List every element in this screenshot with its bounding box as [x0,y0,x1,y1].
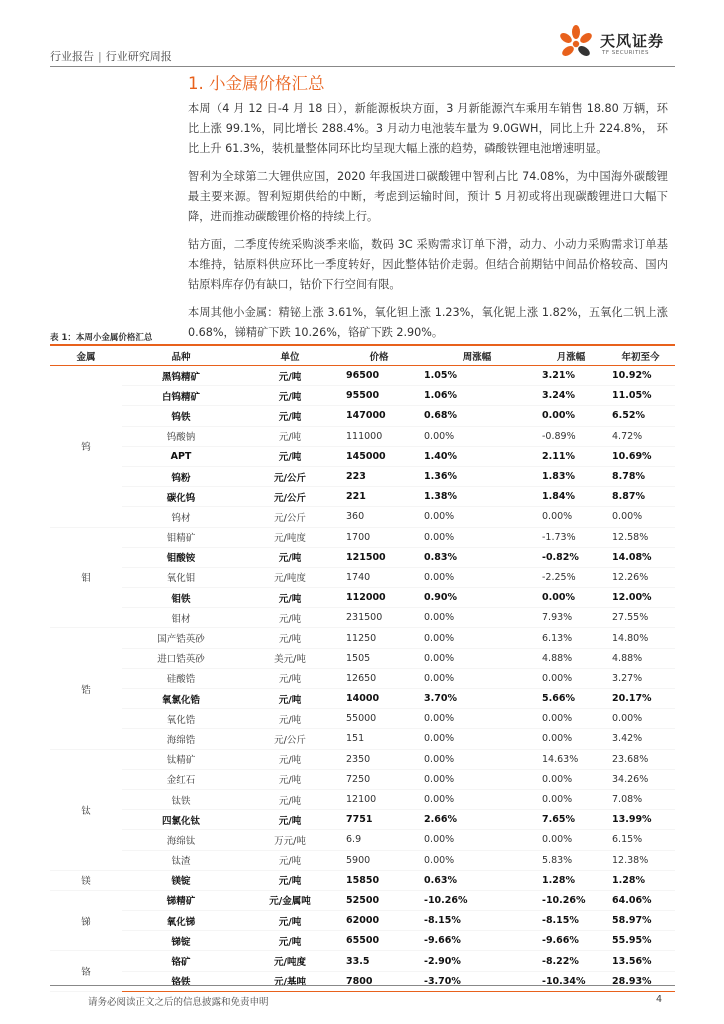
paragraph: 本周（4 月 12 日-4 月 18 日），新能源板块方面，3 月新能源汽车乘用车销售 18.80 万辆，环比上涨 99.1%，同比增长 288.4%。3 月动力电池装车量为 9.0GWH，同比上升 224.8%， 环比上升 61.3%，装机量整体同环比均呈现大幅上涨的趋势，磷酸铁锂电池增速明显。 [188,102,668,155]
table-row [50,689,675,709]
price-cell: 33.5 [340,951,418,971]
ytd-change-cell: 13.99% [606,810,675,830]
kind-cell: 氧化钼 [122,567,240,587]
week-change-cell: 0.00% [418,830,536,850]
month-change-cell: -8.22% [536,951,606,971]
table-row [50,769,675,789]
month-change-cell: 5.66% [536,689,606,709]
ytd-change-cell: 20.17% [606,689,675,709]
month-change-cell: 14.63% [536,749,606,769]
month-change-cell: 3.24% [536,386,606,406]
month-change-cell: -2.25% [536,567,606,587]
kind-cell: 钨酸钠 [122,426,240,446]
price-cell: 65500 [340,931,418,951]
month-change-cell: 7.65% [536,810,606,830]
price-cell: 111000 [340,426,418,446]
kind-cell: 氧化锆 [122,709,240,729]
table-row [50,890,675,910]
unit-cell: 元/吨 [240,810,340,830]
table-row [50,830,675,850]
table-row [50,608,675,628]
unit-cell: 元/吨度 [240,951,340,971]
week-change-cell: 0.00% [418,729,536,749]
price-cell: 145000 [340,446,418,466]
kind-cell: 钼精矿 [122,527,240,547]
week-change-cell: -8.15% [418,911,536,931]
unit-cell: 万元/吨 [240,830,340,850]
table-row [50,366,675,386]
report-category [50,48,172,64]
unit-cell: 美元/吨 [240,648,340,668]
kind-cell: 钛渣 [122,850,240,870]
week-change-cell: 3.70% [418,689,536,709]
unit-cell: 元/吨 [240,668,340,688]
table-caption: 表 1：本周小金属价格汇总 [50,333,153,343]
ytd-change-cell: 13.56% [606,951,675,971]
price-cell: 12100 [340,789,418,809]
metal-cell: 锆 [50,628,122,749]
ytd-change-cell: 34.26% [606,769,675,789]
kind-cell: 白钨精矿 [122,386,240,406]
month-change-cell: 2.11% [536,446,606,466]
month-change-cell: 0.00% [536,709,606,729]
unit-cell: 元/吨度 [240,527,340,547]
page-number: 4 [656,994,663,1005]
month-change-cell: 4.88% [536,648,606,668]
table-row [50,406,675,426]
kind-cell: 金红石 [122,769,240,789]
col-header-metal: 金属 [50,345,122,366]
week-change-cell: 0.00% [418,527,536,547]
kind-cell: 钼铁 [122,588,240,608]
ytd-change-cell: 4.88% [606,648,675,668]
unit-cell: 元/吨 [240,547,340,567]
col-header-ytd: 年初至今 [606,345,675,366]
flower-logo-icon [556,24,596,62]
table-row [50,426,675,446]
table-row [50,971,675,991]
unit-cell: 元/公斤 [240,729,340,749]
metal-cell: 钨 [50,366,122,528]
kind-cell: 氧氯化锆 [122,689,240,709]
unit-cell: 元/吨 [240,911,340,931]
unit-cell: 元/吨 [240,608,340,628]
price-cell: 5900 [340,850,418,870]
week-change-cell: 0.00% [418,648,536,668]
table-row [50,386,675,406]
month-change-cell: 0.00% [536,588,606,608]
ytd-change-cell: 6.15% [606,830,675,850]
price-cell: 1700 [340,527,418,547]
metal-cell: 铬 [50,951,122,991]
price-cell: 55000 [340,709,418,729]
week-change-cell: 0.00% [418,709,536,729]
week-change-cell: 0.00% [418,769,536,789]
table-row [50,507,675,527]
table-row [50,466,675,486]
price-cell: 147000 [340,406,418,426]
ytd-change-cell: 12.58% [606,527,675,547]
page-header [50,32,675,67]
month-change-cell: -10.26% [536,890,606,910]
table-row [50,810,675,830]
week-change-cell: 0.00% [418,507,536,527]
table-row [50,628,675,648]
price-cell: 1740 [340,567,418,587]
unit-cell: 元/吨度 [240,567,340,587]
week-change-cell: 1.38% [418,487,536,507]
unit-cell: 元/吨 [240,406,340,426]
table-row [50,789,675,809]
kind-cell: 钨铁 [122,406,240,426]
ytd-change-cell: 8.78% [606,466,675,486]
month-change-cell: 3.21% [536,366,606,386]
price-cell: 1505 [340,648,418,668]
price-cell: 15850 [340,870,418,890]
col-header-month: 月涨幅 [536,345,606,366]
table-row [50,668,675,688]
price-cell: 95500 [340,386,418,406]
kind-cell: 钼材 [122,608,240,628]
week-change-cell: 0.83% [418,547,536,567]
unit-cell: 元/吨 [240,749,340,769]
ytd-change-cell: 64.06% [606,890,675,910]
month-change-cell: 1.83% [536,466,606,486]
unit-cell: 元/吨 [240,870,340,890]
month-change-cell: -8.15% [536,911,606,931]
month-change-cell: 0.00% [536,406,606,426]
month-change-cell: 1.84% [536,487,606,507]
week-change-cell: 0.00% [418,749,536,769]
month-change-cell: 0.00% [536,769,606,789]
table-header-row [50,345,675,366]
table-row [50,547,675,567]
month-change-cell: 0.00% [536,507,606,527]
category-label: 行业报告 [50,50,94,63]
week-change-cell: 2.66% [418,810,536,830]
week-change-cell: -2.90% [418,951,536,971]
price-cell: 11250 [340,628,418,648]
unit-cell: 元/吨 [240,588,340,608]
table-row [50,729,675,749]
price-cell: 7751 [340,810,418,830]
week-change-cell: 0.00% [418,426,536,446]
metal-cell: 钼 [50,527,122,628]
week-change-cell: 0.68% [418,406,536,426]
logo-english: TF SECURITIES [602,50,649,56]
kind-cell: 硅酸锆 [122,668,240,688]
price-cell: 360 [340,507,418,527]
week-change-cell: 1.06% [418,386,536,406]
week-change-cell: -10.26% [418,890,536,910]
unit-cell: 元/基吨 [240,971,340,991]
table-row [50,870,675,890]
kind-cell: 国产锆英砂 [122,628,240,648]
kind-cell: 碳化钨 [122,487,240,507]
ytd-change-cell: 7.08% [606,789,675,809]
kind-cell: 镁锭 [122,870,240,890]
price-cell: 151 [340,729,418,749]
table-row [50,931,675,951]
table-row [50,567,675,587]
table-row [50,527,675,547]
ytd-change-cell: 4.72% [606,426,675,446]
ytd-change-cell: 58.97% [606,911,675,931]
col-header-week: 周涨幅 [418,345,536,366]
logo-name: 天风证券 [600,32,665,50]
week-change-cell: 1.40% [418,446,536,466]
unit-cell: 元/吨 [240,789,340,809]
week-change-cell: 0.00% [418,668,536,688]
ytd-change-cell: 28.93% [606,971,675,991]
table-row [50,911,675,931]
week-change-cell: 0.90% [418,588,536,608]
week-change-cell: -3.70% [418,971,536,991]
month-change-cell: 0.00% [536,668,606,688]
week-change-cell: -9.66% [418,931,536,951]
ytd-change-cell: 10.92% [606,366,675,386]
header-separator: | [98,50,102,63]
price-cell: 6.9 [340,830,418,850]
kind-cell: 钛精矿 [122,749,240,769]
kind-cell: 铬铁 [122,971,240,991]
week-change-cell: 0.00% [418,628,536,648]
unit-cell: 元/吨 [240,628,340,648]
ytd-change-cell: 23.68% [606,749,675,769]
unit-cell: 元/公斤 [240,507,340,527]
month-change-cell: 0.00% [536,789,606,809]
price-cell: 12650 [340,668,418,688]
price-table [50,344,675,992]
month-change-cell: -0.89% [536,426,606,446]
ytd-change-cell: 10.69% [606,446,675,466]
kind-cell: 氧化锑 [122,911,240,931]
price-cell: 121500 [340,547,418,567]
company-logo [556,22,671,64]
table-row [50,588,675,608]
ytd-change-cell: 11.05% [606,386,675,406]
kind-cell: 锑锭 [122,931,240,951]
kind-cell: 进口锆英砂 [122,648,240,668]
unit-cell: 元/公斤 [240,466,340,486]
week-change-cell: 1.05% [418,366,536,386]
kind-cell: 钛铁 [122,789,240,809]
footer-divider [50,985,675,986]
section-title: 1. 小金属价格汇总 [188,74,325,93]
ytd-change-cell: 14.80% [606,628,675,648]
unit-cell: 元/吨 [240,931,340,951]
week-change-cell: 0.00% [418,608,536,628]
table-row [50,850,675,870]
price-cell: 2350 [340,749,418,769]
month-change-cell: -0.82% [536,547,606,567]
month-change-cell: 1.28% [536,870,606,890]
unit-cell: 元/公斤 [240,487,340,507]
metal-cell: 镁 [50,870,122,890]
table-row [50,951,675,971]
kind-cell: 四氯化钛 [122,810,240,830]
month-change-cell: -9.66% [536,931,606,951]
price-cell: 7800 [340,971,418,991]
week-change-cell: 1.36% [418,466,536,486]
col-header-kind: 品种 [122,345,240,366]
month-change-cell: -1.73% [536,527,606,547]
price-cell: 14000 [340,689,418,709]
price-cell: 231500 [340,608,418,628]
paragraph: 钴方面，二季度传统采购淡季来临，数码 3C 采购需求订单下滑，动力、小动力采购需求订单基本维持，钴原料供应环比一季度转好，因此整体钴价走弱。但结合前期钴中间品价格较高、国内钴原料库存仍有缺口，钴价下行空间有限。 [188,238,668,291]
unit-cell: 元/吨 [240,769,340,789]
body-text [188,99,668,351]
ytd-change-cell: 55.95% [606,931,675,951]
ytd-change-cell: 0.00% [606,709,675,729]
kind-cell: 海绵锆 [122,729,240,749]
price-cell: 221 [340,487,418,507]
kind-cell: APT [122,446,240,466]
ytd-change-cell: 27.55% [606,608,675,628]
ytd-change-cell: 8.87% [606,487,675,507]
kind-cell: 钨粉 [122,466,240,486]
col-header-price: 价格 [340,345,418,366]
unit-cell: 元/吨 [240,689,340,709]
month-change-cell: -10.34% [536,971,606,991]
price-cell: 7250 [340,769,418,789]
month-change-cell: 7.93% [536,608,606,628]
week-change-cell: 0.00% [418,850,536,870]
table-body [50,366,675,992]
price-cell: 52500 [340,890,418,910]
metal-cell: 钛 [50,749,122,870]
kind-cell: 钨材 [122,507,240,527]
unit-cell: 元/吨 [240,446,340,466]
ytd-change-cell: 12.38% [606,850,675,870]
ytd-change-cell: 14.08% [606,547,675,567]
table-row [50,648,675,668]
unit-cell: 元/吨 [240,366,340,386]
week-change-cell: 0.00% [418,789,536,809]
paragraph: 智利为全球第二大锂供应国，2020 年我国进口碳酸锂中智利占比 74.08%，为中国海外碳酸锂最主要来源。智利短期供给的中断，考虑到运输时间，预计 5 月初或将出现碳酸锂进口大幅下降，进而推动碳酸锂价格的持续上行。 [188,170,668,223]
footer-disclaimer: 请务必阅读正文之后的信息披露和免责申明 [88,997,269,1008]
month-change-cell: 0.00% [536,729,606,749]
week-change-cell: 0.63% [418,870,536,890]
subcategory-label: 行业研究周报 [105,50,172,63]
month-change-cell: 0.00% [536,830,606,850]
col-header-unit: 单位 [240,345,340,366]
ytd-change-cell: 3.27% [606,668,675,688]
kind-cell: 钼酸铵 [122,547,240,567]
table-row [50,709,675,729]
price-cell: 112000 [340,588,418,608]
unit-cell: 元/吨 [240,426,340,446]
week-change-cell: 0.00% [418,567,536,587]
ytd-change-cell: 1.28% [606,870,675,890]
kind-cell: 海绵钛 [122,830,240,850]
kind-cell: 锑精矿 [122,890,240,910]
unit-cell: 元/吨 [240,709,340,729]
ytd-change-cell: 0.00% [606,507,675,527]
price-cell: 223 [340,466,418,486]
price-cell: 62000 [340,911,418,931]
unit-cell: 元/金属吨 [240,890,340,910]
paragraph: 本周其他小金属：精铋上涨 3.61%，氧化钽上涨 1.23%，氧化铌上涨 1.82%，五氧化二钒上涨 0.68%，锑精矿下跌 10.26%，铬矿下跌 2.90%。 [188,306,668,339]
metal-cell: 锑 [50,890,122,951]
table-row [50,749,675,769]
ytd-change-cell: 3.42% [606,729,675,749]
table-row [50,446,675,466]
table-row [50,487,675,507]
ytd-change-cell: 6.52% [606,406,675,426]
ytd-change-cell: 12.26% [606,567,675,587]
kind-cell: 黑钨精矿 [122,366,240,386]
ytd-change-cell: 12.00% [606,588,675,608]
month-change-cell: 6.13% [536,628,606,648]
unit-cell: 元/吨 [240,850,340,870]
unit-cell: 元/吨 [240,386,340,406]
month-change-cell: 5.83% [536,850,606,870]
price-cell: 96500 [340,366,418,386]
kind-cell: 铬矿 [122,951,240,971]
